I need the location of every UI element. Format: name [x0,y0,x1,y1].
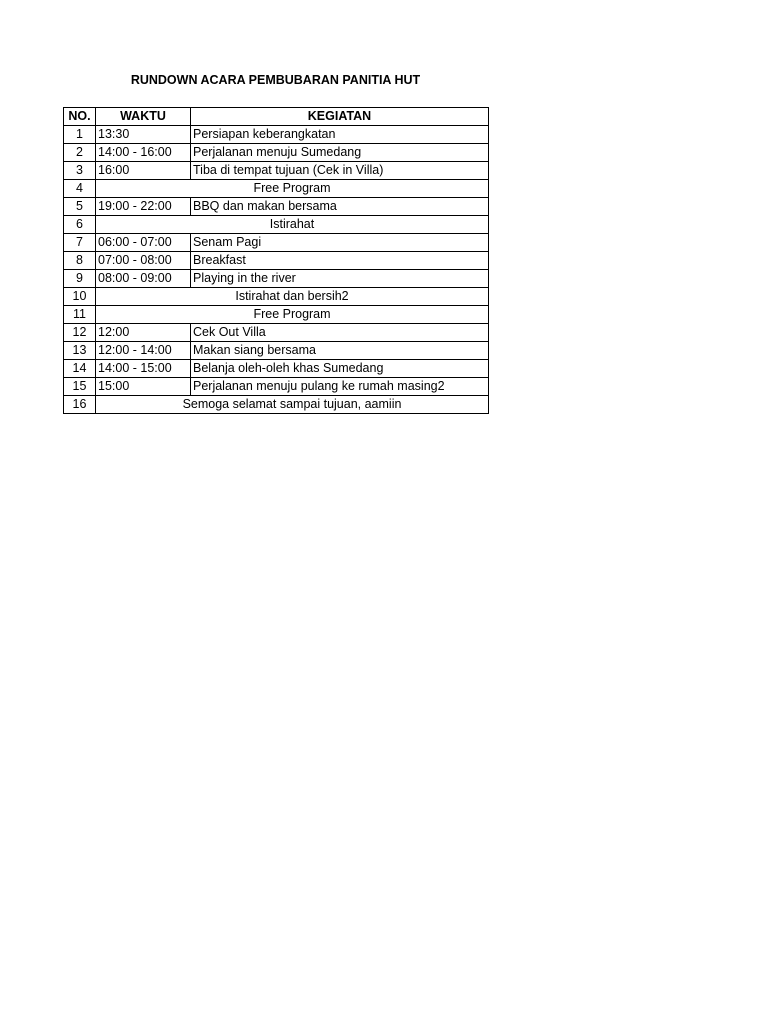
row-time: 12:00 - 14:00 [96,342,191,360]
row-merged-activity: Istirahat [96,216,489,234]
row-merged-activity: Free Program [96,180,489,198]
table-row [64,378,489,396]
row-time: 14:00 - 16:00 [96,144,191,162]
row-activity: Tiba di tempat tujuan (Cek in Villa) [191,162,489,180]
table-header-row [64,108,489,126]
row-time: 08:00 - 09:00 [96,270,191,288]
table-row [64,342,489,360]
column-header-waktu: WAKTU [96,108,191,126]
table-row [64,306,489,324]
table-row [64,252,489,270]
row-number: 14 [64,360,96,378]
row-number: 16 [64,396,96,414]
row-number: 10 [64,288,96,306]
row-activity: Playing in the river [191,270,489,288]
row-activity: Makan siang bersama [191,342,489,360]
page-title: RUNDOWN ACARA PEMBUBARAN PANITIA HUT [130,73,421,87]
table-row [64,234,489,252]
row-time: 14:00 - 15:00 [96,360,191,378]
row-time: 15:00 [96,378,191,396]
table-row [64,288,489,306]
row-number: 11 [64,306,96,324]
row-number: 7 [64,234,96,252]
row-activity: Senam Pagi [191,234,489,252]
row-merged-activity: Istirahat dan bersih2 [96,288,489,306]
table-row [64,126,489,144]
row-time: 06:00 - 07:00 [96,234,191,252]
row-number: 6 [64,216,96,234]
row-number: 8 [64,252,96,270]
row-number: 4 [64,180,96,198]
table-row [64,162,489,180]
table-row [64,180,489,198]
row-merged-activity: Free Program [96,306,489,324]
column-header-kegiatan: KEGIATAN [191,108,489,126]
row-number: 12 [64,324,96,342]
table-row [64,198,489,216]
row-time: 13:30 [96,126,191,144]
row-time: 16:00 [96,162,191,180]
row-activity: BBQ dan makan bersama [191,198,489,216]
row-activity: Persiapan keberangkatan [191,126,489,144]
row-activity: Perjalanan menuju Sumedang [191,144,489,162]
row-merged-activity: Semoga selamat sampai tujuan, aamiin [96,396,489,414]
table-row [64,270,489,288]
row-number: 9 [64,270,96,288]
table-row [64,396,489,414]
table-row [64,360,489,378]
row-activity: Belanja oleh-oleh khas Sumedang [191,360,489,378]
row-number: 1 [64,126,96,144]
row-number: 13 [64,342,96,360]
row-number: 2 [64,144,96,162]
rundown-table [63,107,489,414]
table-row [64,144,489,162]
table-body [64,126,489,414]
row-time: 12:00 [96,324,191,342]
row-activity: Perjalanan menuju pulang ke rumah masing2 [191,378,489,396]
table-row [64,324,489,342]
column-header-no: NO. [64,108,96,126]
row-number: 3 [64,162,96,180]
row-activity: Cek Out Villa [191,324,489,342]
row-activity: Breakfast [191,252,489,270]
table-row [64,216,489,234]
row-time: 19:00 - 22:00 [96,198,191,216]
row-number: 15 [64,378,96,396]
row-time: 07:00 - 08:00 [96,252,191,270]
row-number: 5 [64,198,96,216]
